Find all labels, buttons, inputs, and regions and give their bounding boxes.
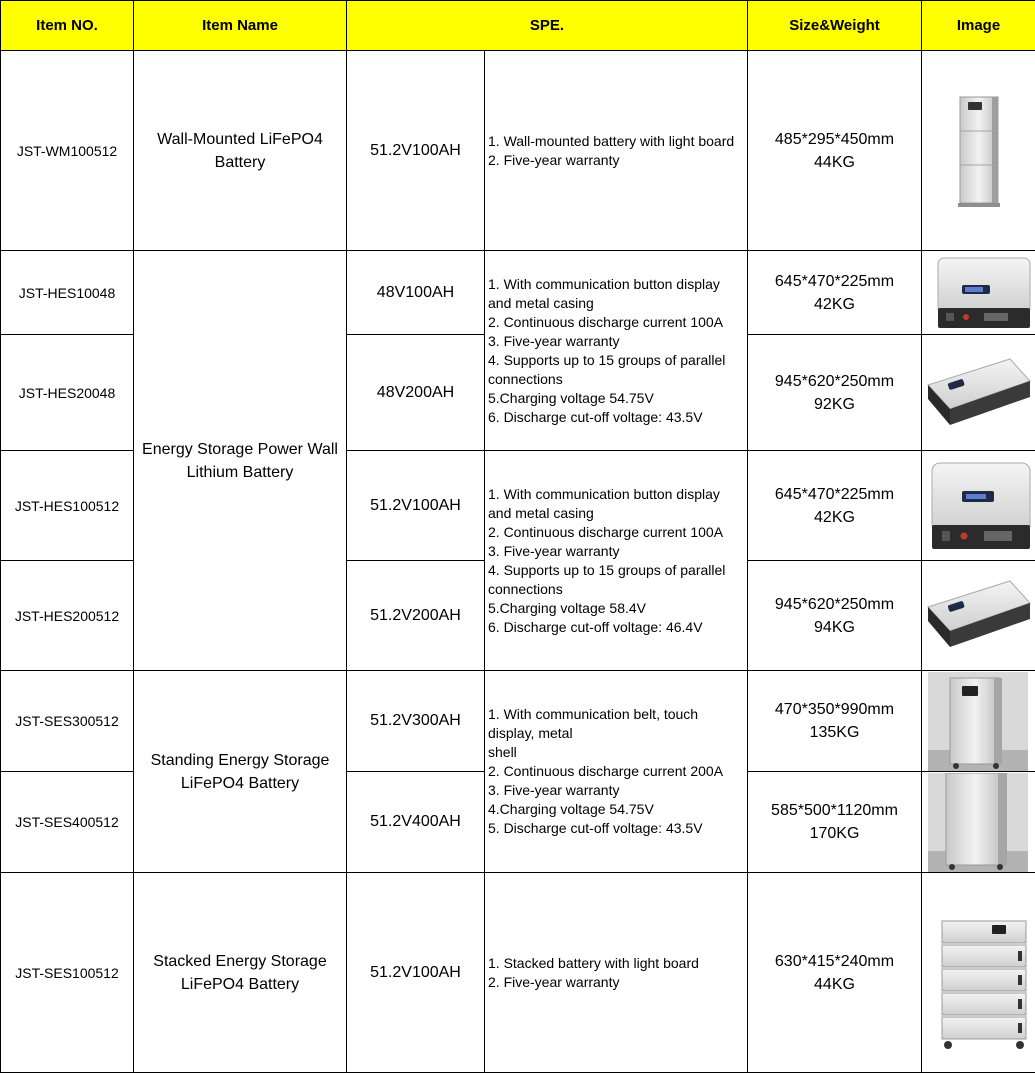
spec-line: 3. Five-year warranty xyxy=(488,542,747,561)
size-weight-cell xyxy=(748,561,922,671)
weight-text: 92KG xyxy=(748,393,921,416)
spec-line: 6. Discharge cut-off voltage: 46.4V xyxy=(488,618,747,637)
standing-battery-icon xyxy=(922,773,1034,872)
spec-line: shell xyxy=(488,743,747,762)
weight-text: 94KG xyxy=(748,616,921,639)
size-text: 645*470*225mm xyxy=(748,483,921,506)
spec-cell xyxy=(485,873,748,1073)
stacked-battery-icon xyxy=(922,875,1034,1071)
size-weight-cell xyxy=(748,772,922,873)
image-cell xyxy=(922,51,1035,251)
image-cell xyxy=(922,772,1035,873)
spec-line: 3. Five-year warranty xyxy=(488,332,747,351)
voltage-cell: 48V200AH xyxy=(347,335,485,451)
spec-line: 5.Charging voltage 58.4V xyxy=(488,599,747,618)
image-cell xyxy=(922,873,1035,1073)
size-weight-cell xyxy=(748,451,922,561)
size-text: 470*350*990mm xyxy=(748,698,921,721)
spec-line: 2. Continuous discharge current 100A xyxy=(488,523,747,542)
header-spe: SPE. xyxy=(347,1,748,51)
spec-cell xyxy=(485,451,748,671)
weight-text: 42KG xyxy=(748,293,921,316)
weight-text: 44KG xyxy=(748,151,921,174)
spec-line: 2. Five-year warranty xyxy=(488,151,747,170)
spec-line: 1. With communication belt, touch display, metal xyxy=(488,705,747,743)
header-size-weight: Size&Weight xyxy=(748,1,922,51)
weight-text: 170KG xyxy=(748,822,921,845)
spec-line: 1. Wall-mounted battery with light board xyxy=(488,132,747,151)
image-cell xyxy=(922,561,1035,671)
spec-line: 2. Five-year warranty xyxy=(488,973,747,992)
item-no-cell: JST-WM100512 xyxy=(1,51,134,251)
image-cell xyxy=(922,251,1035,335)
spec-line: 6. Discharge cut-off voltage: 43.5V xyxy=(488,408,747,427)
size-weight-cell xyxy=(748,671,922,772)
weight-text: 42KG xyxy=(748,506,921,529)
voltage-cell: 51.2V300AH xyxy=(347,671,485,772)
size-weight-cell xyxy=(748,335,922,451)
size-text: 945*620*250mm xyxy=(748,370,921,393)
size-text: 485*295*450mm xyxy=(748,128,921,151)
voltage-cell: 51.2V400AH xyxy=(347,772,485,873)
item-name-cell: Stacked Energy Storage LiFePO4 Battery xyxy=(134,873,347,1073)
size-text: 645*470*225mm xyxy=(748,270,921,293)
voltage-cell: 48V100AH xyxy=(347,251,485,335)
table-row xyxy=(1,671,1035,772)
wall-mounted-battery-icon xyxy=(922,53,1034,249)
powerwall-battery-front-icon xyxy=(922,453,1034,559)
table-row xyxy=(1,873,1035,1073)
powerwall-battery-angled-icon xyxy=(922,563,1034,669)
item-no-cell: JST-HES200512 xyxy=(1,561,134,671)
spec-line: 1. With communication button display and metal casing xyxy=(488,275,747,313)
item-name-cell: Energy Storage Power Wall Lithium Battery xyxy=(134,251,347,671)
size-weight-cell xyxy=(748,251,922,335)
item-no-cell: JST-HES20048 xyxy=(1,335,134,451)
spec-line: 2. Continuous discharge current 200A xyxy=(488,762,747,781)
header-item-no: Item NO. xyxy=(1,1,134,51)
item-name-cell: Standing Energy Storage LiFePO4 Battery xyxy=(134,671,347,873)
spec-line: 4. Supports up to 15 groups of parallel connections xyxy=(488,351,747,389)
item-no-cell: JST-SES300512 xyxy=(1,671,134,772)
item-no-cell: JST-HES100512 xyxy=(1,451,134,561)
spec-line: 1. Stacked battery with light board xyxy=(488,954,747,973)
image-cell xyxy=(922,335,1035,451)
standing-battery-icon xyxy=(922,672,1034,771)
header-item-name: Item Name xyxy=(134,1,347,51)
size-text: 585*500*1120mm xyxy=(748,799,921,822)
weight-text: 44KG xyxy=(748,973,921,996)
table-row xyxy=(1,251,1035,335)
weight-text: 135KG xyxy=(748,721,921,744)
voltage-cell: 51.2V100AH xyxy=(347,451,485,561)
spec-line: 4. Supports up to 15 groups of parallel connections xyxy=(488,561,747,599)
size-text: 630*415*240mm xyxy=(748,950,921,973)
image-cell xyxy=(922,671,1035,772)
voltage-cell: 51.2V200AH xyxy=(347,561,485,671)
spec-line: 1. With communication button display and metal casing xyxy=(488,485,747,523)
powerwall-battery-front-icon xyxy=(922,252,1034,334)
spec-line: 5. Discharge cut-off voltage: 43.5V xyxy=(488,819,747,838)
spec-line: 2. Continuous discharge current 100A xyxy=(488,313,747,332)
voltage-cell: 51.2V100AH xyxy=(347,873,485,1073)
spec-cell xyxy=(485,51,748,251)
item-no-cell: JST-SES100512 xyxy=(1,873,134,1073)
size-weight-cell xyxy=(748,51,922,251)
item-name-cell: Wall-Mounted LiFePO4 Battery xyxy=(134,51,347,251)
table-header-row xyxy=(1,1,1035,51)
voltage-cell: 51.2V100AH xyxy=(347,51,485,251)
spec-line: 5.Charging voltage 54.75V xyxy=(488,389,747,408)
table-row xyxy=(1,51,1035,251)
item-no-cell: JST-SES400512 xyxy=(1,772,134,873)
image-cell xyxy=(922,451,1035,561)
spec-line: 3. Five-year warranty xyxy=(488,781,747,800)
item-no-cell: JST-HES10048 xyxy=(1,251,134,335)
powerwall-battery-angled-icon xyxy=(922,337,1034,449)
spec-cell xyxy=(485,671,748,873)
size-text: 945*620*250mm xyxy=(748,593,921,616)
spec-line: 4.Charging voltage 54.75V xyxy=(488,800,747,819)
header-image: Image xyxy=(922,1,1035,51)
size-weight-cell xyxy=(748,873,922,1073)
spec-cell xyxy=(485,251,748,451)
